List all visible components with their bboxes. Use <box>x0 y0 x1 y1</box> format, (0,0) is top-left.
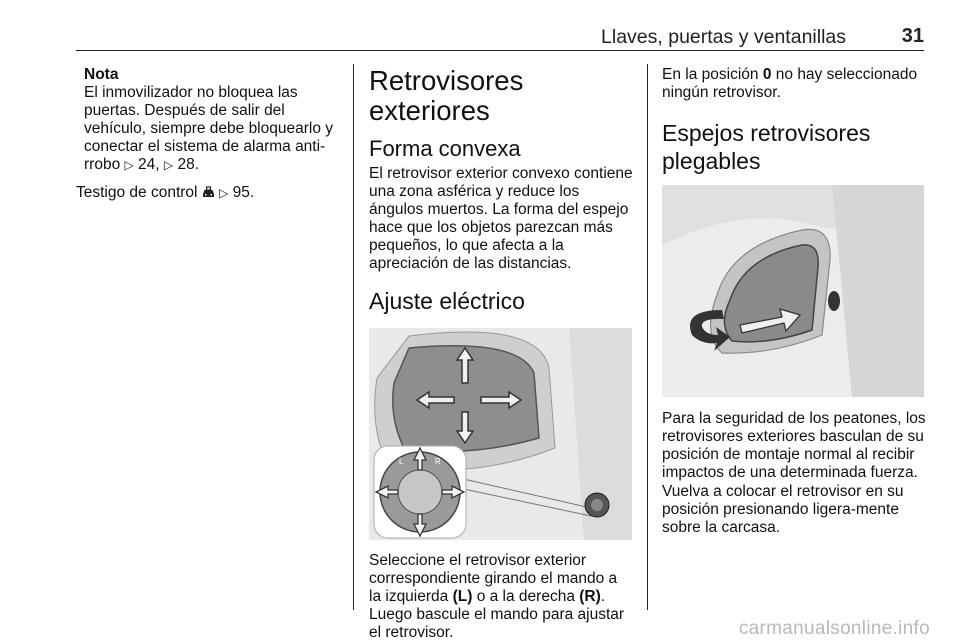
electric-text <box>369 552 633 642</box>
column-middle <box>369 66 633 642</box>
label-L: (L) <box>452 587 473 605</box>
car-lock-indicator-icon <box>202 186 215 198</box>
reference-arrow-icon: ▷ <box>124 158 134 173</box>
note-ref-2: 28. <box>177 156 200 174</box>
page-header <box>76 22 924 51</box>
electric-text-c: . Luego bascule el mando para ajustar el retrovisor. <box>369 587 625 641</box>
subheading-electric: Ajuste eléctrico <box>369 287 525 314</box>
electric-text-a: Seleccione el retrovisor exterior correspondiente girando el mando a la izquierda <box>369 551 618 605</box>
note-body: El inmovilizador no bloquea las puertas. Después de salir del vehículo, siempre debe bloquearlo y conectar el sistema de alarma anti-rrobo <box>84 84 334 174</box>
watermark: carmanualsonline.info <box>738 618 930 639</box>
position-zero: 0 <box>762 66 772 83</box>
control-ref: 95. <box>232 183 255 201</box>
reference-arrow-icon: ▷ <box>219 185 229 200</box>
label-R: (R) <box>579 587 601 605</box>
intro-a: En la posición <box>662 66 759 83</box>
column-right <box>662 66 926 537</box>
electric-adjust-figure <box>369 328 632 540</box>
column-divider <box>647 64 648 610</box>
note-title: Nota <box>84 66 119 83</box>
control-lamp-text <box>76 184 344 202</box>
section-heading: Retrovisores exteriores <box>369 65 524 126</box>
subheading-convex: Forma convexa <box>369 136 521 161</box>
page-number: 31 <box>901 25 924 47</box>
note-box <box>76 66 344 175</box>
convex-text: El retrovisor exterior convexo contiene una zona asférica y reduce los ángulos muertos. La forma del espejo hace que los objetos parezcan más pequeños, lo que afecta a la apreciación de las distancias. <box>369 165 633 273</box>
folding-text: Para la seguridad de los peatones, los retrovisores exteriores basculan de su posición de montaje normal al recibir impactos de una determinada fuerza. Vuelva a colocar el retrovisor en su posición presionando ligera-mente sobre la carcasa. <box>662 410 926 536</box>
header-title: Llaves, puertas y ventanillas <box>601 26 846 48</box>
svg-text:L: L <box>399 456 404 466</box>
folding-mirror-figure <box>662 185 924 397</box>
intro-b: no hay seleccionado ningún retrovisor. <box>662 66 918 102</box>
column-divider <box>353 64 354 610</box>
note-ref-1: 24, <box>138 156 160 174</box>
reference-arrow-icon: ▷ <box>163 158 174 173</box>
electric-text-b: o a la derecha <box>476 587 575 605</box>
control-text: Testigo de control <box>76 183 198 201</box>
position-zero-text <box>662 66 926 102</box>
folding-heading: Espejos retrovisores plegables <box>662 120 871 175</box>
note-text <box>84 84 344 174</box>
svg-text:R: R <box>435 456 441 466</box>
column-left <box>76 66 344 202</box>
